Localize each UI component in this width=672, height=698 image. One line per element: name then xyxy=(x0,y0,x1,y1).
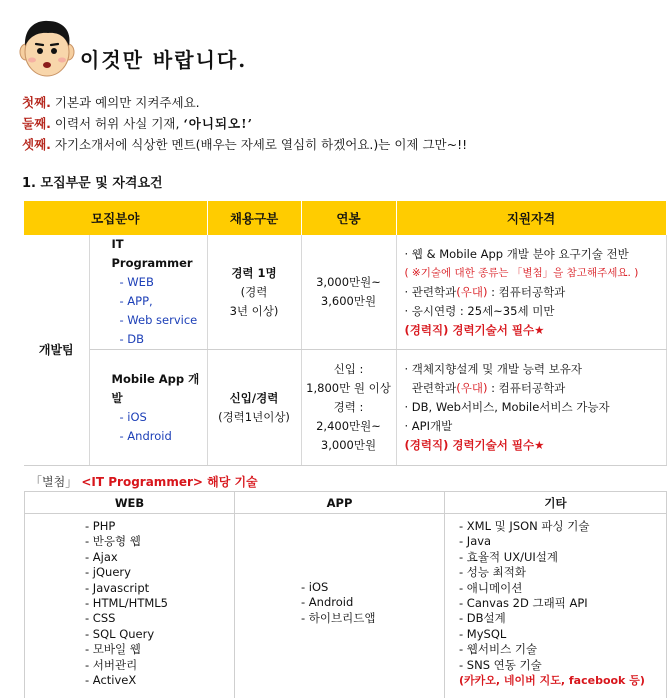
list-item: - 성능 최적화 xyxy=(459,565,527,580)
table-row xyxy=(24,235,666,350)
list-item: - Java xyxy=(459,534,492,549)
list-item: - XML 및 JSON 파싱 기술 xyxy=(459,519,590,533)
skills-app-cell xyxy=(235,514,445,698)
quals-cell xyxy=(396,235,666,350)
type-sub: (경력1년이상) xyxy=(218,409,290,424)
list-item: - CSS xyxy=(85,611,116,626)
skills-header-etc: 기타 xyxy=(445,492,667,514)
list-item: - SNS 연동 기술 xyxy=(459,657,542,672)
qual-line: · 객체지향설계 및 개발 능력 보유자 xyxy=(404,362,582,376)
skills-etc-cell xyxy=(445,514,667,698)
team-cell: 개발팀 xyxy=(24,235,89,466)
recruit-table xyxy=(24,201,667,466)
skills-table xyxy=(24,491,667,698)
salary-line: 2,400만원~ xyxy=(316,419,381,433)
qual-line: · API개발 xyxy=(404,419,453,433)
rules-list xyxy=(22,92,662,155)
field-item: - DB xyxy=(119,332,145,346)
boy-face-icon xyxy=(18,18,76,78)
qual-text: : 컴퓨터공학과 xyxy=(487,284,566,299)
type-sub: 3년 이상) xyxy=(229,303,279,318)
type-main: 신입/경력 xyxy=(229,390,279,405)
page-headline: 이것만 바랍니다. xyxy=(80,48,248,72)
salary-cell xyxy=(301,350,396,466)
field-title: Mobile App 개발 xyxy=(111,371,200,405)
qual-line: · 웹 & Mobile App 개발 분야 요구기술 전반 xyxy=(404,246,629,261)
field-item: - APP, xyxy=(119,294,153,308)
qual-line: · 응시연령 : 25세~35세 미만 xyxy=(404,303,555,318)
appendix-quote: 「별첨」 xyxy=(30,475,78,489)
field-item: - iOS xyxy=(119,409,147,424)
rule-third xyxy=(22,134,662,155)
qual-note: ( ※기술에 대한 종류는 「별첨」을 참고해주세요. ) xyxy=(404,266,639,279)
appendix-heading: <IT Programmer> 해당 기술 xyxy=(77,475,258,489)
list-item: (카카오, 네이버 지도, facebook 등) xyxy=(459,674,645,688)
type-main: 경력 1명 xyxy=(231,265,277,280)
rule-label: 셋째. xyxy=(22,137,51,152)
header-salary: 연봉 xyxy=(301,201,396,235)
salary-line: 1,800만 원 이상 xyxy=(306,381,391,395)
qual-required: (경력직) 경력기술서 필수★ xyxy=(404,322,545,337)
skills-header-web: WEB xyxy=(25,492,235,514)
header-field: 모집분야 xyxy=(24,201,207,235)
rule-text: 기본과 예의만 지켜주세요. xyxy=(50,95,200,110)
salary-line: 3,000만원 xyxy=(320,438,377,452)
list-item: - Ajax xyxy=(85,549,118,564)
qual-text: : 컴퓨터공학과 xyxy=(487,381,566,395)
list-item: - Android xyxy=(301,595,354,610)
list-item: - 반응형 웹 xyxy=(85,534,141,549)
list-item: - Canvas 2D 그래픽 API xyxy=(459,596,588,611)
field-cell xyxy=(89,350,207,466)
list-item: - 웹서비스 기술 xyxy=(459,642,538,657)
salary-line: 신입 : xyxy=(333,362,364,376)
rule-emphasis: ‘아니되오!’ xyxy=(183,116,253,131)
skills-web-cell xyxy=(25,514,235,698)
salary-line: 경력 : xyxy=(333,400,364,414)
qual-line xyxy=(405,379,666,398)
rule-label: 둘째. xyxy=(22,116,51,131)
list-item: - SQL Query xyxy=(85,626,155,641)
table-row xyxy=(25,514,667,698)
type-sub: (경력 xyxy=(240,284,268,299)
list-item: - 하이브리드앱 xyxy=(301,610,376,625)
skills-header-app: APP xyxy=(235,492,445,514)
rule-first xyxy=(22,92,662,113)
appendix-title xyxy=(30,473,258,490)
salary-cell xyxy=(301,235,396,350)
field-item: - WEB xyxy=(119,275,154,289)
section-title: 1. 모집부문 및 자격요건 xyxy=(22,176,163,191)
qual-text: 관련학과 xyxy=(404,381,457,395)
type-cell xyxy=(207,350,301,466)
field-item: - Web service xyxy=(119,313,198,327)
list-item: - 애니메이션 xyxy=(459,580,523,595)
rule-text: 자기소개서에 식상한 멘트(배우는 자세로 열심히 하겠어요.)는 이제 그만~!! xyxy=(50,137,468,152)
field-cell xyxy=(89,235,207,350)
field-title: IT Programmer xyxy=(111,237,193,270)
qual-preferred: (우대) xyxy=(456,381,488,395)
quals-cell xyxy=(396,350,666,466)
type-cell xyxy=(207,235,301,350)
list-item: - iOS xyxy=(301,580,329,594)
list-item: - 모바일 웹 xyxy=(85,642,141,657)
header-type: 채용구분 xyxy=(207,201,301,235)
list-item: - MySQL xyxy=(459,626,507,641)
salary-line: 3,000만원~ xyxy=(316,275,381,289)
table-row xyxy=(24,350,666,466)
header-quals: 지원자격 xyxy=(396,201,666,235)
list-item: - PHP xyxy=(85,519,116,533)
rule-second xyxy=(22,113,662,134)
list-item: - ActiveX xyxy=(85,673,137,688)
qual-required: (경력직) 경력기술서 필수★ xyxy=(404,438,545,452)
list-item: - DB설계 xyxy=(459,611,506,626)
qual-preferred: (우대) xyxy=(456,284,488,299)
list-item: - HTML/HTML5 xyxy=(85,596,168,611)
qual-line xyxy=(405,283,666,302)
qual-text: · 관련학과 xyxy=(404,284,457,299)
list-item: - Javascript xyxy=(85,580,150,595)
list-item: - jQuery xyxy=(85,565,131,580)
list-item: - 효율적 UX/UI설계 xyxy=(459,549,558,564)
qual-line: · DB, Web서비스, Mobile서비스 가능자 xyxy=(404,400,610,414)
salary-line: 3,600만원 xyxy=(320,294,377,308)
rule-text: 이력서 허위 사실 기재, xyxy=(50,116,184,131)
list-item: - 서버관리 xyxy=(85,657,138,672)
rule-label: 첫째. xyxy=(22,95,51,110)
field-item: - Android xyxy=(119,428,172,443)
